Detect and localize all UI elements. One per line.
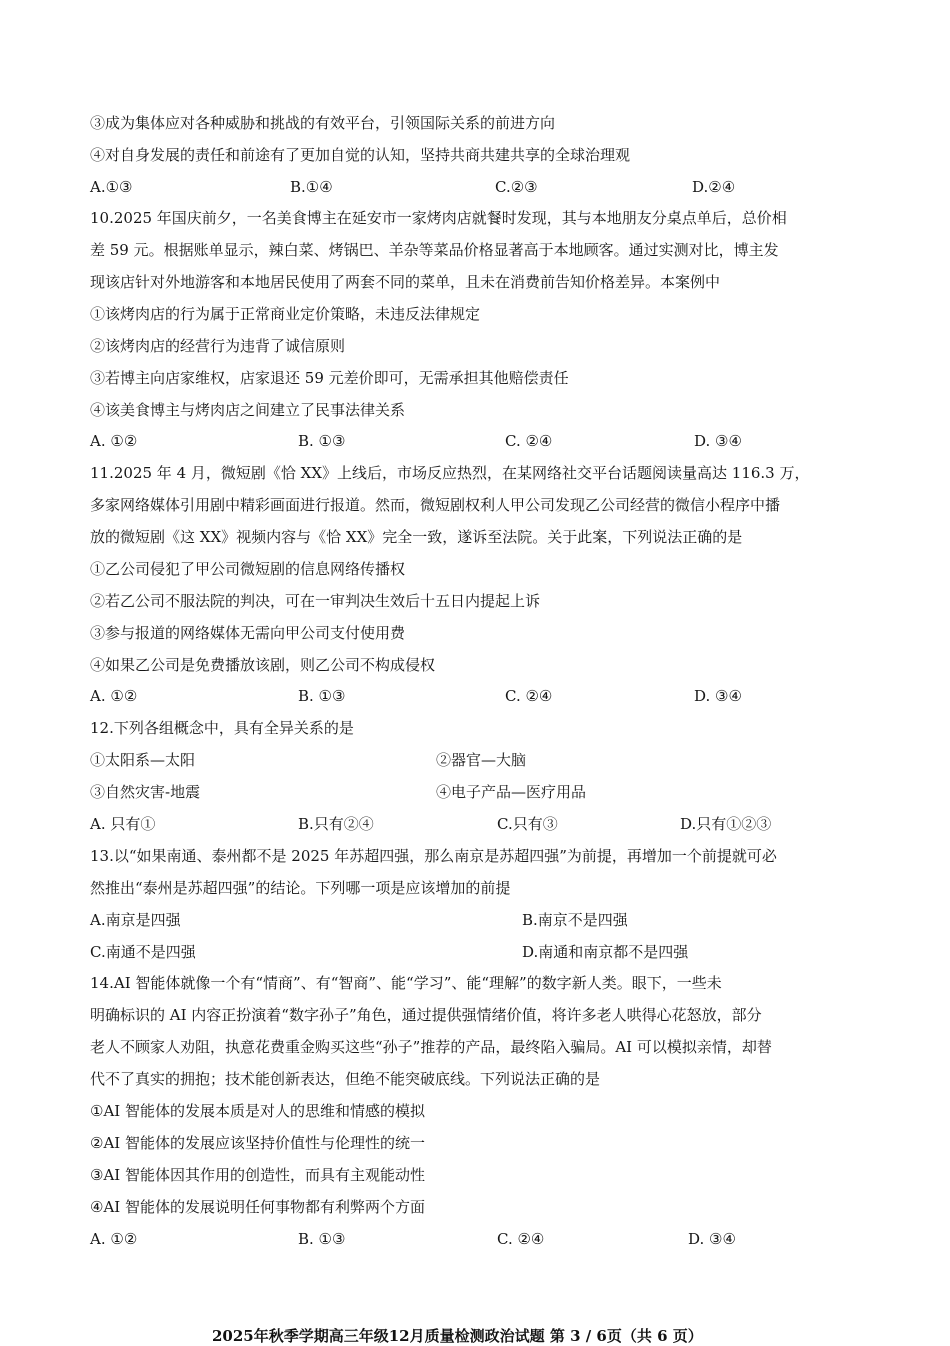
q12-option-d: D.只有①②③ <box>680 815 772 833</box>
q14-option-c: C. ②④ <box>497 1230 545 1248</box>
q10-item-2: ②该烤肉店的经营行为违背了诚信原则 <box>90 337 346 355</box>
q12-item-3: ③自然灾害-地震 <box>90 783 201 801</box>
q14-item-3: ③AI 智能体因其作用的创造性，而具有主观能动性 <box>90 1166 425 1184</box>
q11-item-1: ①乙公司侵犯了甲公司微短剧的信息网络传播权 <box>90 560 406 578</box>
q11-option-d: D. ③④ <box>694 687 742 705</box>
q10-item-1: ①该烤肉店的行为属于正常商业定价策略，未违反法律规定 <box>90 305 481 323</box>
q12-item-4: ④电子产品—医疗用品 <box>436 783 587 801</box>
q10-option-d: D. ③④ <box>694 432 742 450</box>
q12-item-2: ②器官—大脑 <box>436 751 527 769</box>
q12-option-c: C.只有③ <box>497 815 558 833</box>
q11-item-2: ②若乙公司不服法院的判决，可在一审判决生效后十五日内提起上诉 <box>90 592 541 610</box>
q12-stem: 12.下列各组概念中，具有全异关系的是 <box>90 719 354 737</box>
q13-option-b: B.南京不是四强 <box>522 911 628 929</box>
q14-stem-line-1: 14.AI 智能体就像一个有“情商”、有“智商”、能“学习”、能“理解”的数字新人类。眼下，一些未 <box>90 974 722 992</box>
q12-item-1: ①太阳系—太阳 <box>90 751 196 769</box>
q14-stem-line-3: 老人不顾家人劝阻，执意花费重金购买这些“孙子”推荐的产品，最终陷入骗局。AI 可以模拟亲情，却替 <box>90 1038 772 1056</box>
q10-item-3: ③若博主向店家维权，店家退还 59 元差价即可，无需承担其他赔偿责任 <box>90 369 569 387</box>
q9-option-d: D.②④ <box>692 178 736 196</box>
q11-stem-line-2: 多家网络媒体引用剧中精彩画面进行报道。然而，微短剧权利人甲公司发现乙公司经营的微信小程序中播 <box>90 496 781 514</box>
q11-stem-line-3: 放的微短剧《这 XX》视频内容与《恰 XX》完全一致，遂诉至法院。关于此案，下列说法正确的是 <box>90 528 743 546</box>
q14-item-2: ②AI 智能体的发展应该坚持价值性与伦理性的统一 <box>90 1134 425 1152</box>
q11-stem-line-1: 11.2025 年 4 月，微短剧《恰 XX》上线后，市场反应热烈，在某网络社交平台话题阅读量高达 116.3 万， <box>90 464 810 482</box>
q14-stem-line-2: 明确标识的 AI 内容正扮演着“数字孙子”角色，通过提供强情绪价值，将许多老人哄得心花怒放，部分 <box>90 1006 762 1024</box>
q14-item-1: ①AI 智能体的发展本质是对人的思维和情感的模拟 <box>90 1102 425 1120</box>
q9-option-c: C.②③ <box>495 178 538 196</box>
q10-option-b: B. ①③ <box>298 432 346 450</box>
q13-stem-line-1: 13.以“如果南通、泰州都不是 2025 年苏超四强，那么南京是苏超四强”为前提，再增加一个前提就可必 <box>90 847 777 865</box>
q12-option-a: A. 只有① <box>90 815 156 833</box>
q10-stem-line-3: 现该店针对外地游客和本地居民使用了两套不同的菜单，且未在消费前告知价格差异。本案例中 <box>90 273 721 291</box>
q11-item-3: ③参与报道的网络媒体无需向甲公司支付使用费 <box>90 624 406 642</box>
q11-option-a: A. ①② <box>90 687 138 705</box>
q14-stem-line-4: 代不了真实的拥抱；技术能创新表达，但绝不能突破底线。下列说法正确的是 <box>90 1070 601 1088</box>
q11-item-4: ④如果乙公司是免费播放该剧，则乙公司不构成侵权 <box>90 656 436 674</box>
q9-option-a: A.①③ <box>90 178 133 196</box>
q13-option-d: D.南通和南京都不是四强 <box>522 943 689 961</box>
q14-option-d: D. ③④ <box>688 1230 736 1248</box>
q10-stem-line-2: 差 59 元。根据账单显示，辣白菜、烤锅巴、羊杂等菜品价格显著高于本地顾客。通过实测对比，博主发 <box>90 241 779 259</box>
q14-option-a: A. ①② <box>90 1230 138 1248</box>
q14-option-b: B. ①③ <box>298 1230 346 1248</box>
q10-option-c: C. ②④ <box>505 432 553 450</box>
q10-stem-line-1: 10.2025 年国庆前夕，一名美食博主在延安市一家烤肉店就餐时发现，其与本地朋友分桌点单后，总价相 <box>90 209 787 227</box>
q13-stem-line-2: 然推出“泰州是苏超四强”的结论。下列哪一项是应该增加的前提 <box>90 879 511 897</box>
q9-option-b: B.①④ <box>290 178 333 196</box>
q13-option-a: A.南京是四强 <box>90 911 181 929</box>
q14-item-4: ④AI 智能体的发展说明任何事物都有利弊两个方面 <box>90 1198 425 1216</box>
q9-item-4: ④对自身发展的责任和前途有了更加自觉的认知，坚持共商共建共享的全球治理观 <box>90 146 631 164</box>
q10-option-a: A. ①② <box>90 432 138 450</box>
q11-option-b: B. ①③ <box>298 687 346 705</box>
q9-item-3: ③成为集体应对各种威胁和挑战的有效平台，引领国际关系的前进方向 <box>90 114 556 132</box>
q12-option-b: B.只有②④ <box>298 815 374 833</box>
page-footer: 2025年秋季学期高三年级12月质量检测政治试题 第 3 / 6页（共 6 页） <box>212 1327 703 1345</box>
q13-option-c: C.南通不是四强 <box>90 943 196 961</box>
q10-item-4: ④该美食博主与烤肉店之间建立了民事法律关系 <box>90 401 406 419</box>
q11-option-c: C. ②④ <box>505 687 553 705</box>
